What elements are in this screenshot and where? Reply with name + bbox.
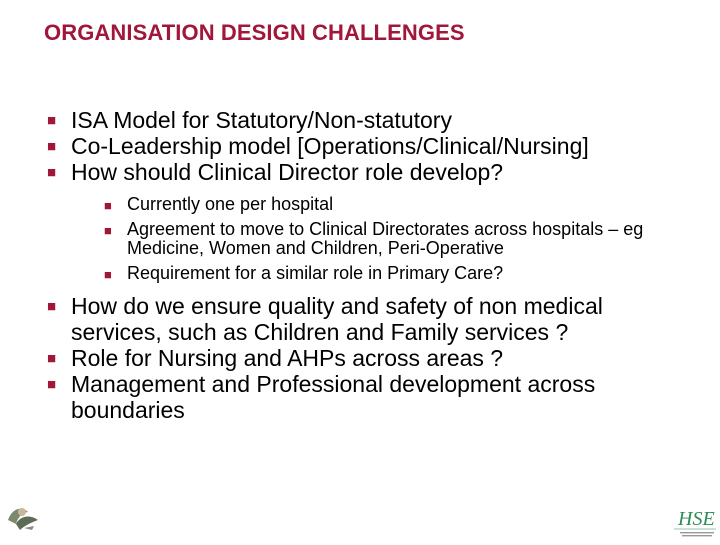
sub-bullet-item <box>47 195 677 214</box>
bullet-item <box>47 159 677 185</box>
footer-emblem-icon <box>4 498 44 532</box>
square-bullet-icon: ■ <box>47 376 57 393</box>
bullet-text: Co-Leadership model [Operations/Clinical/Nursing] <box>71 133 589 159</box>
square-bullet-icon: ■ <box>47 298 57 315</box>
square-bullet-icon: ■ <box>104 223 112 238</box>
hse-logo <box>662 503 720 540</box>
bullet-list <box>47 107 677 423</box>
bullet-text: How do we ensure quality and safety of non medical services, such as Children and Family services ? <box>71 293 603 345</box>
sub-bullet-item <box>47 220 677 258</box>
bullet-text: Role for Nursing and AHPs across areas ? <box>71 345 504 371</box>
bullet-text: Currently one per hospital <box>127 194 334 214</box>
bullet-text: How should Clinical Director role develop? <box>71 159 504 185</box>
bullet-item <box>47 293 677 345</box>
square-bullet-icon: ■ <box>47 112 57 129</box>
bullet-item <box>47 371 677 423</box>
bullet-item <box>47 107 677 133</box>
bullet-text: Management and Professional development across boundaries <box>71 371 596 423</box>
sub-bullet-item <box>47 264 677 283</box>
square-bullet-icon: ■ <box>104 198 112 213</box>
bullet-item <box>47 133 677 159</box>
hse-logo-mark: HSE <box>678 508 715 530</box>
bullet-text: ISA Model for Statutory/Non-statutory <box>71 107 452 133</box>
bullet-item <box>47 345 677 371</box>
slide-title: ORGANISATION DESIGN CHALLENGES <box>44 20 465 45</box>
bullet-text: Agreement to move to Clinical Directorates across hospitals – eg Medicine, Women and Children, Peri-Operative <box>127 219 644 258</box>
square-bullet-icon: ■ <box>47 350 57 367</box>
square-bullet-icon: ■ <box>47 164 57 181</box>
square-bullet-icon: ■ <box>104 267 112 282</box>
bullet-text: Requirement for a similar role in Primary Care? <box>127 263 504 283</box>
square-bullet-icon: ■ <box>47 138 57 155</box>
